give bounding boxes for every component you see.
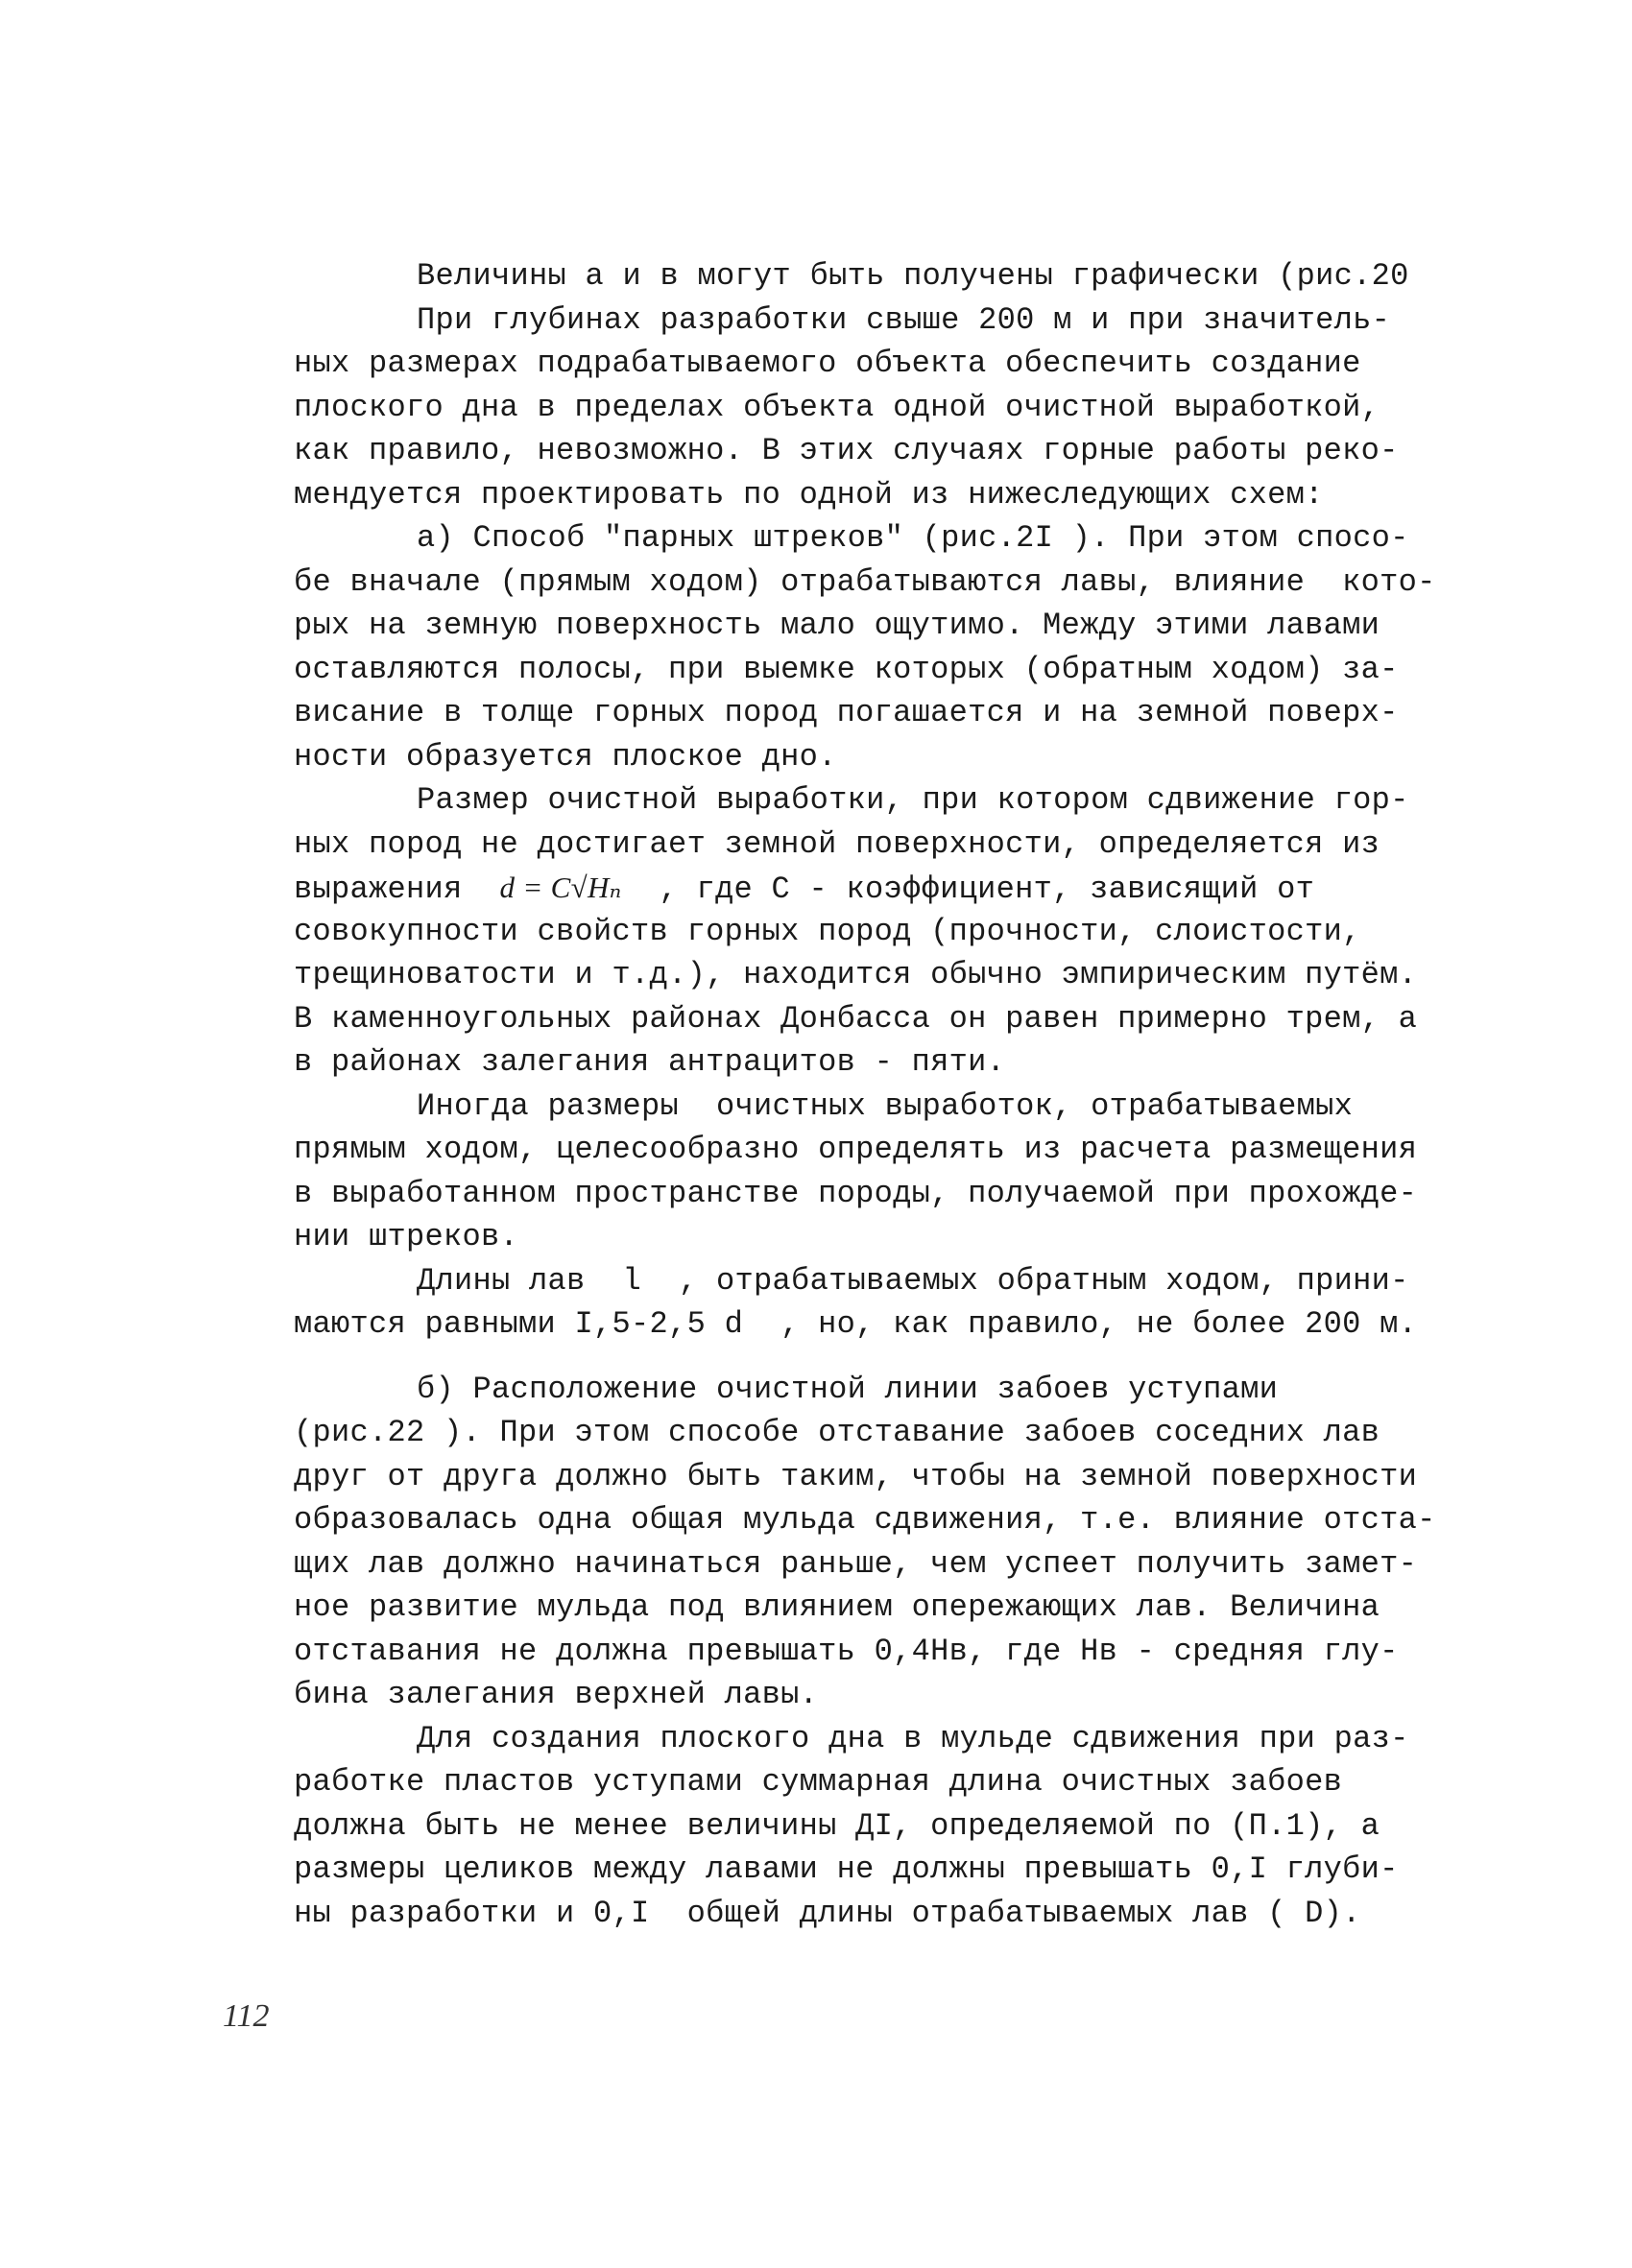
text-line: Длины лав l , отрабатываемых обратным ходом, прини- xyxy=(417,1262,1409,1299)
text-line: щих лав должно начинаться раньше, чем успеет получить замет- xyxy=(294,1545,1418,1582)
text-line: ных размерах подрабатываемого объекта обеспечить создание xyxy=(294,346,1361,381)
text-line: бе вначале (прямым ходом) отрабатываются лавы, влияние кото- xyxy=(294,563,1436,600)
text-line: а) Способ "парных штреков" (рис.2I ). При этом спосо- xyxy=(417,520,1409,556)
main-text xyxy=(294,254,1436,1935)
formula-line xyxy=(294,866,1388,910)
text-line: ности образуется плоское дно. xyxy=(294,738,837,775)
text-line: (рис.22 ). При этом способе отставание забоев соседних лав xyxy=(294,1415,1380,1450)
text-line: должна быть не менее величины ДI, определяемой по (П.1), а xyxy=(294,1807,1380,1844)
text-line: б) Расположение очистной линии забоев уступами xyxy=(417,1371,1279,1407)
text-line: мендуется проектировать по одной из нижеследующих схем: xyxy=(294,476,1324,513)
text-line: ных пород не достигает земной поверхности, определяется из xyxy=(294,825,1380,862)
formula-suffix: , где С - коэффициент, зависящий от xyxy=(621,871,1315,907)
page-number: 112 xyxy=(223,1998,270,2034)
text-line: в районах залегания антрацитов - пяти. xyxy=(294,1044,1006,1080)
text-line: Для создания плоского дна в мульде сдвижения при раз- xyxy=(417,1720,1409,1756)
text-line: бина залегания верхней лавы. xyxy=(294,1677,819,1712)
text-line: плоского дна в пределах объекта одной очистной выработкой, xyxy=(294,389,1380,425)
text-line: оставляются полосы, при выемке которых (обратным ходом) за- xyxy=(294,651,1399,687)
text-line: ны разработки и 0,I общей длины отрабатываемых лав ( D). xyxy=(294,1895,1361,1931)
text-line: друг от друга должно быть таким, чтобы на земной поверхности xyxy=(294,1458,1418,1494)
text-line: висание в толще горных пород погашается и на земной поверх- xyxy=(294,695,1399,730)
text-line: рых на земную поверхность мало ощутимо. Между этими лавами xyxy=(294,608,1380,643)
text-line: В каменноугольных районах Донбасса он равен примерно трем, а xyxy=(294,1000,1418,1037)
text-line: размеры целиков между лавами не должны превышать 0,I глуби- xyxy=(294,1851,1399,1887)
paragraph-gap xyxy=(294,1347,1388,1368)
text-line: в выработанном пространстве породы, получаемой при прохожде- xyxy=(294,1175,1418,1211)
text-line: отставания не должна превышать 0,4Нв, где Нв - средняя глу- xyxy=(294,1633,1399,1669)
text-line: трещиноватости и т.д.), находится обычно эмпирическим путём. xyxy=(294,957,1418,992)
text-line: работке пластов уступами суммарная длина очистных забоев xyxy=(294,1764,1343,1800)
text-line: прямым ходом, целесообразно определять из расчета размещения xyxy=(294,1132,1418,1167)
text-line: Размер очистной выработки, при котором сдвижение гор- xyxy=(417,782,1409,818)
text-line: Иногда размеры очистных выработок, отрабатываемых xyxy=(417,1087,1354,1124)
text-line: Величины а и в могут быть получены графически (рис.20 xyxy=(417,258,1409,294)
formula: d = C√Hₙ xyxy=(499,871,622,904)
text-line: При глубинах разработки свыше 200 м и при значитель- xyxy=(417,301,1391,338)
formula-prefix: выражения xyxy=(294,871,500,907)
text-line: образовалась одна общая мульда сдвижения, т.е. влияние отста- xyxy=(294,1502,1436,1538)
text-line: как правило, невозможно. В этих случаях горные работы реко- xyxy=(294,433,1399,468)
text-line: маются равными I,5-2,5 d , но, как правило, не более 200 м. xyxy=(294,1306,1418,1342)
text-line: нии штреков. xyxy=(294,1219,519,1254)
text-line: ное развитие мульда под влиянием опережающих лав. Величина xyxy=(294,1589,1380,1625)
text-line: совокупности свойств горных пород (прочности, слоистости, xyxy=(294,913,1361,949)
